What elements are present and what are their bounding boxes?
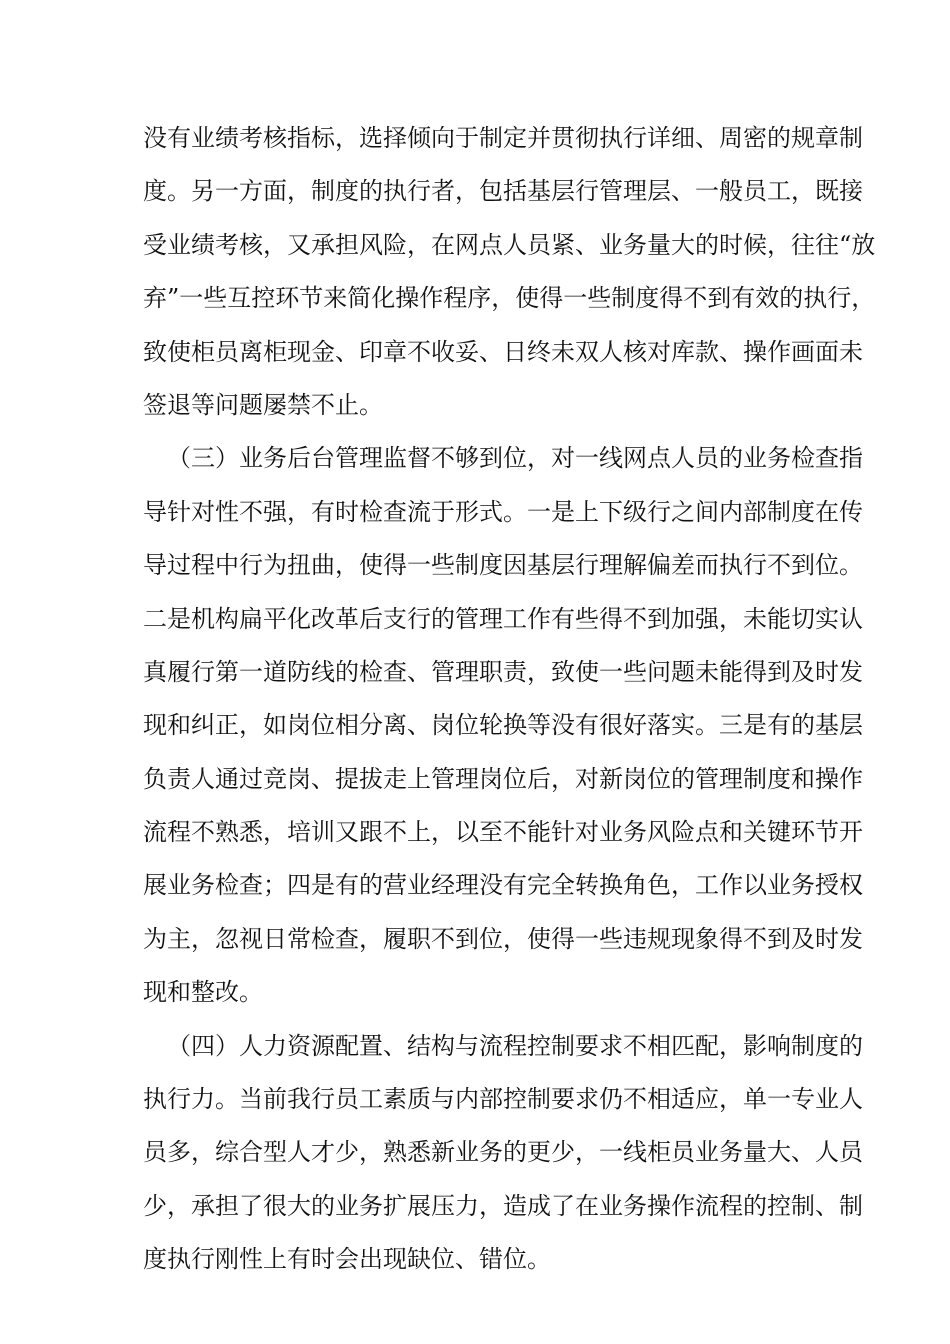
text-line: 现和纠正，如岗位相分离、岗位轮换等没有很好落实。三是有的基层 — [143, 711, 863, 740]
text-line: 致使柜员离柜现金、印章不收妥、日终未双人核对库款、操作画面未 — [143, 337, 863, 366]
text-line: 流程不熟悉，培训又跟不上，以至不能针对业务风险点和关键环节开 — [143, 818, 863, 847]
text-line: 真履行第一道防线的检查、管理职责，致使一些问题未能得到及时发 — [143, 657, 863, 686]
text-line: 导针对性不强，有时检查流于形式。一是上下级行之间内部制度在传 — [143, 497, 863, 526]
text-line: （四）人力资源配置、结构与流程控制要求不相匹配，影响制度的 — [167, 1031, 863, 1060]
text-line: 受业绩考核，又承担风险，在网点人员紧、业务量大的时候，往往“放 — [143, 230, 876, 259]
text-line: 导过程中行为扭曲，使得一些制度因基层行理解偏差而执行不到位。 — [143, 551, 863, 580]
text-line: 度执行刚性上有时会出现缺位、错位。 — [143, 1245, 551, 1274]
text-line: 现和整改。 — [143, 978, 263, 1007]
text-line: 少，承担了很大的业务扩展压力，造成了在业务操作流程的控制、制 — [143, 1191, 863, 1220]
text-line: 签退等问题屡禁不止。 — [143, 390, 383, 419]
text-line: 度。另一方面，制度的执行者，包括基层行管理层、一般员工，既接 — [143, 177, 863, 206]
text-line: 执行力。当前我行员工素质与内部控制要求仍不相适应，单一专业人 — [143, 1085, 863, 1114]
text-line: 弃”一些互控环节来简化操作程序，使得一些制度得不到有效的执行， — [143, 284, 876, 313]
text-line: 员多，综合型人才少，熟悉新业务的更少，一线柜员业务量大、人员 — [143, 1138, 863, 1167]
text-line: 为主，忽视日常检查，履职不到位，使得一些违规现象得不到及时发 — [143, 924, 863, 953]
text-line: 没有业绩考核指标，选择倾向于制定并贯彻执行详细、周密的规章制 — [143, 124, 863, 152]
text-line: 展业务检查；四是有的营业经理没有完全转换角色，工作以业务授权 — [143, 871, 863, 900]
text-line: （三）业务后台管理监督不够到位，对一线网点人员的业务检查指 — [167, 444, 863, 473]
text-line: 二是机构扁平化改革后支行的管理工作有些得不到加强，未能切实认 — [143, 604, 863, 633]
document-body — [143, 112, 876, 1287]
text-line: 负责人通过竞岗、提拔走上管理岗位后，对新岗位的管理制度和操作 — [143, 764, 863, 793]
